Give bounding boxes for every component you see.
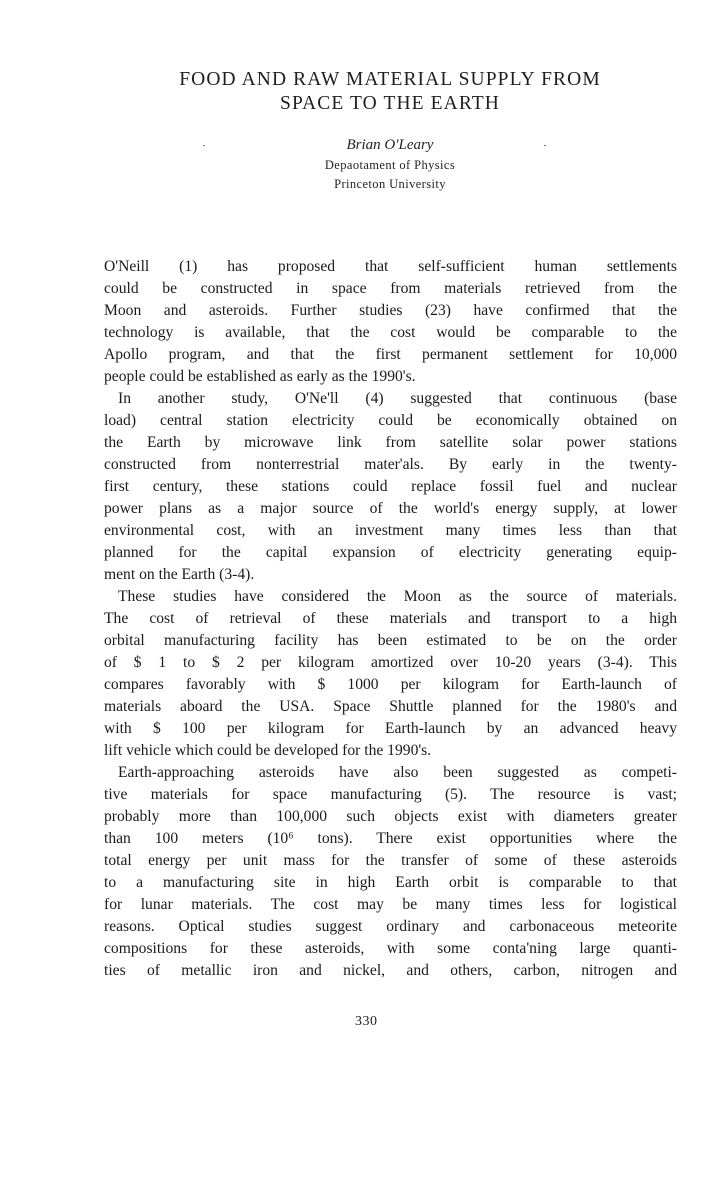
paragraph bbox=[104, 388, 677, 586]
text-line: total energy per unit mass for the transfer of some of these asteroids bbox=[104, 852, 677, 869]
text-line: environmental cost, with an investment many times less than that bbox=[104, 522, 677, 539]
text-line: power plans as a major source of the world's energy supply, at lower bbox=[104, 500, 677, 517]
text-line: These studies have considered the Moon as the source of materials. bbox=[118, 588, 677, 605]
title-line: FOOD AND RAW MATERIAL SUPPLY FROM bbox=[179, 69, 601, 90]
text-line: could be constructed in space from materials retrieved from the bbox=[104, 280, 677, 297]
text-line: than 100 meters (10⁶ tons). There exist opportunities where the bbox=[104, 830, 677, 847]
text-line: compares favorably with $ 1000 per kilogram for Earth-launch of bbox=[104, 676, 677, 693]
text-line: for lunar materials. The cost may be many times less for logistical bbox=[104, 896, 677, 913]
text-line: tive materials for space manufacturing (5). The resource is vast; bbox=[104, 786, 677, 803]
text-line: compositions for these asteroids, with some conta'ning large quanti- bbox=[104, 940, 677, 957]
body-text bbox=[104, 256, 677, 982]
text-line: probably more than 100,000 such objects exist with diameters greater bbox=[104, 808, 677, 825]
text-line: load) central station electricity could be economically obtained on bbox=[104, 412, 677, 429]
text-line: orbital manufacturing facility has been estimated to be on the order bbox=[104, 632, 677, 649]
paragraph bbox=[104, 256, 677, 388]
text-line: ment on the Earth (3-4). bbox=[104, 566, 255, 583]
text-line: first century, these stations could replace fossil fuel and nuclear bbox=[104, 478, 677, 495]
text-line: Earth-approaching asteroids have also been suggested as competi- bbox=[118, 764, 677, 781]
text-line: ties of metallic iron and nickel, and others, carbon, nitrogen and bbox=[104, 962, 677, 979]
text-line: people could be established as early as the 1990's. bbox=[104, 368, 416, 385]
paragraph bbox=[104, 586, 677, 762]
text-line: to a manufacturing site in high Earth orbit is comparable to that bbox=[104, 874, 677, 891]
title-line: SPACE TO THE EARTH bbox=[280, 93, 500, 114]
text-line: planned for the capital expansion of electricity generating equip- bbox=[104, 544, 677, 561]
text-line: Apollo program, and that the first permanent settlement for 10,000 bbox=[104, 346, 677, 363]
author-university: Princeton University bbox=[334, 177, 446, 191]
text-line: In another study, O'Ne'll (4) suggested that continuous (base bbox=[118, 390, 677, 407]
text-line: technology is available, that the cost would be comparable to the bbox=[104, 324, 677, 341]
text-line: Moon and asteroids. Further studies (23) have confirmed that the bbox=[104, 302, 677, 319]
author-department: Depaotament of Physics bbox=[324, 158, 456, 172]
scan-speck bbox=[544, 145, 546, 146]
paper-title bbox=[100, 68, 680, 116]
page-number: 330 bbox=[355, 1014, 378, 1029]
text-line: of $ 1 to $ 2 per kilogram amortized over 10-20 years (3-4). This bbox=[104, 654, 677, 671]
text-line: materials aboard the USA. Space Shuttle planned for the 1980's and bbox=[104, 698, 677, 715]
text-line: constructed from nonterrestrial mater'als. By early in the twenty- bbox=[104, 456, 677, 473]
text-line: reasons. Optical studies suggest ordinary and carbonaceous meteorite bbox=[104, 918, 677, 935]
text-line: lift vehicle which could be developed for the 1990's. bbox=[104, 742, 432, 759]
text-line: the Earth by microwave link from satellite solar power stations bbox=[104, 434, 677, 451]
text-line: O'Neill (1) has proposed that self-sufficient human settlements bbox=[104, 258, 677, 275]
text-line: The cost of retrieval of these materials and transport to a high bbox=[104, 610, 677, 627]
text-line: with $ 100 per kilogram for Earth-launch by an advanced heavy bbox=[104, 720, 677, 737]
paragraph bbox=[104, 762, 677, 982]
scan-speck bbox=[203, 145, 205, 146]
author-name: Brian O'Leary bbox=[346, 137, 434, 153]
